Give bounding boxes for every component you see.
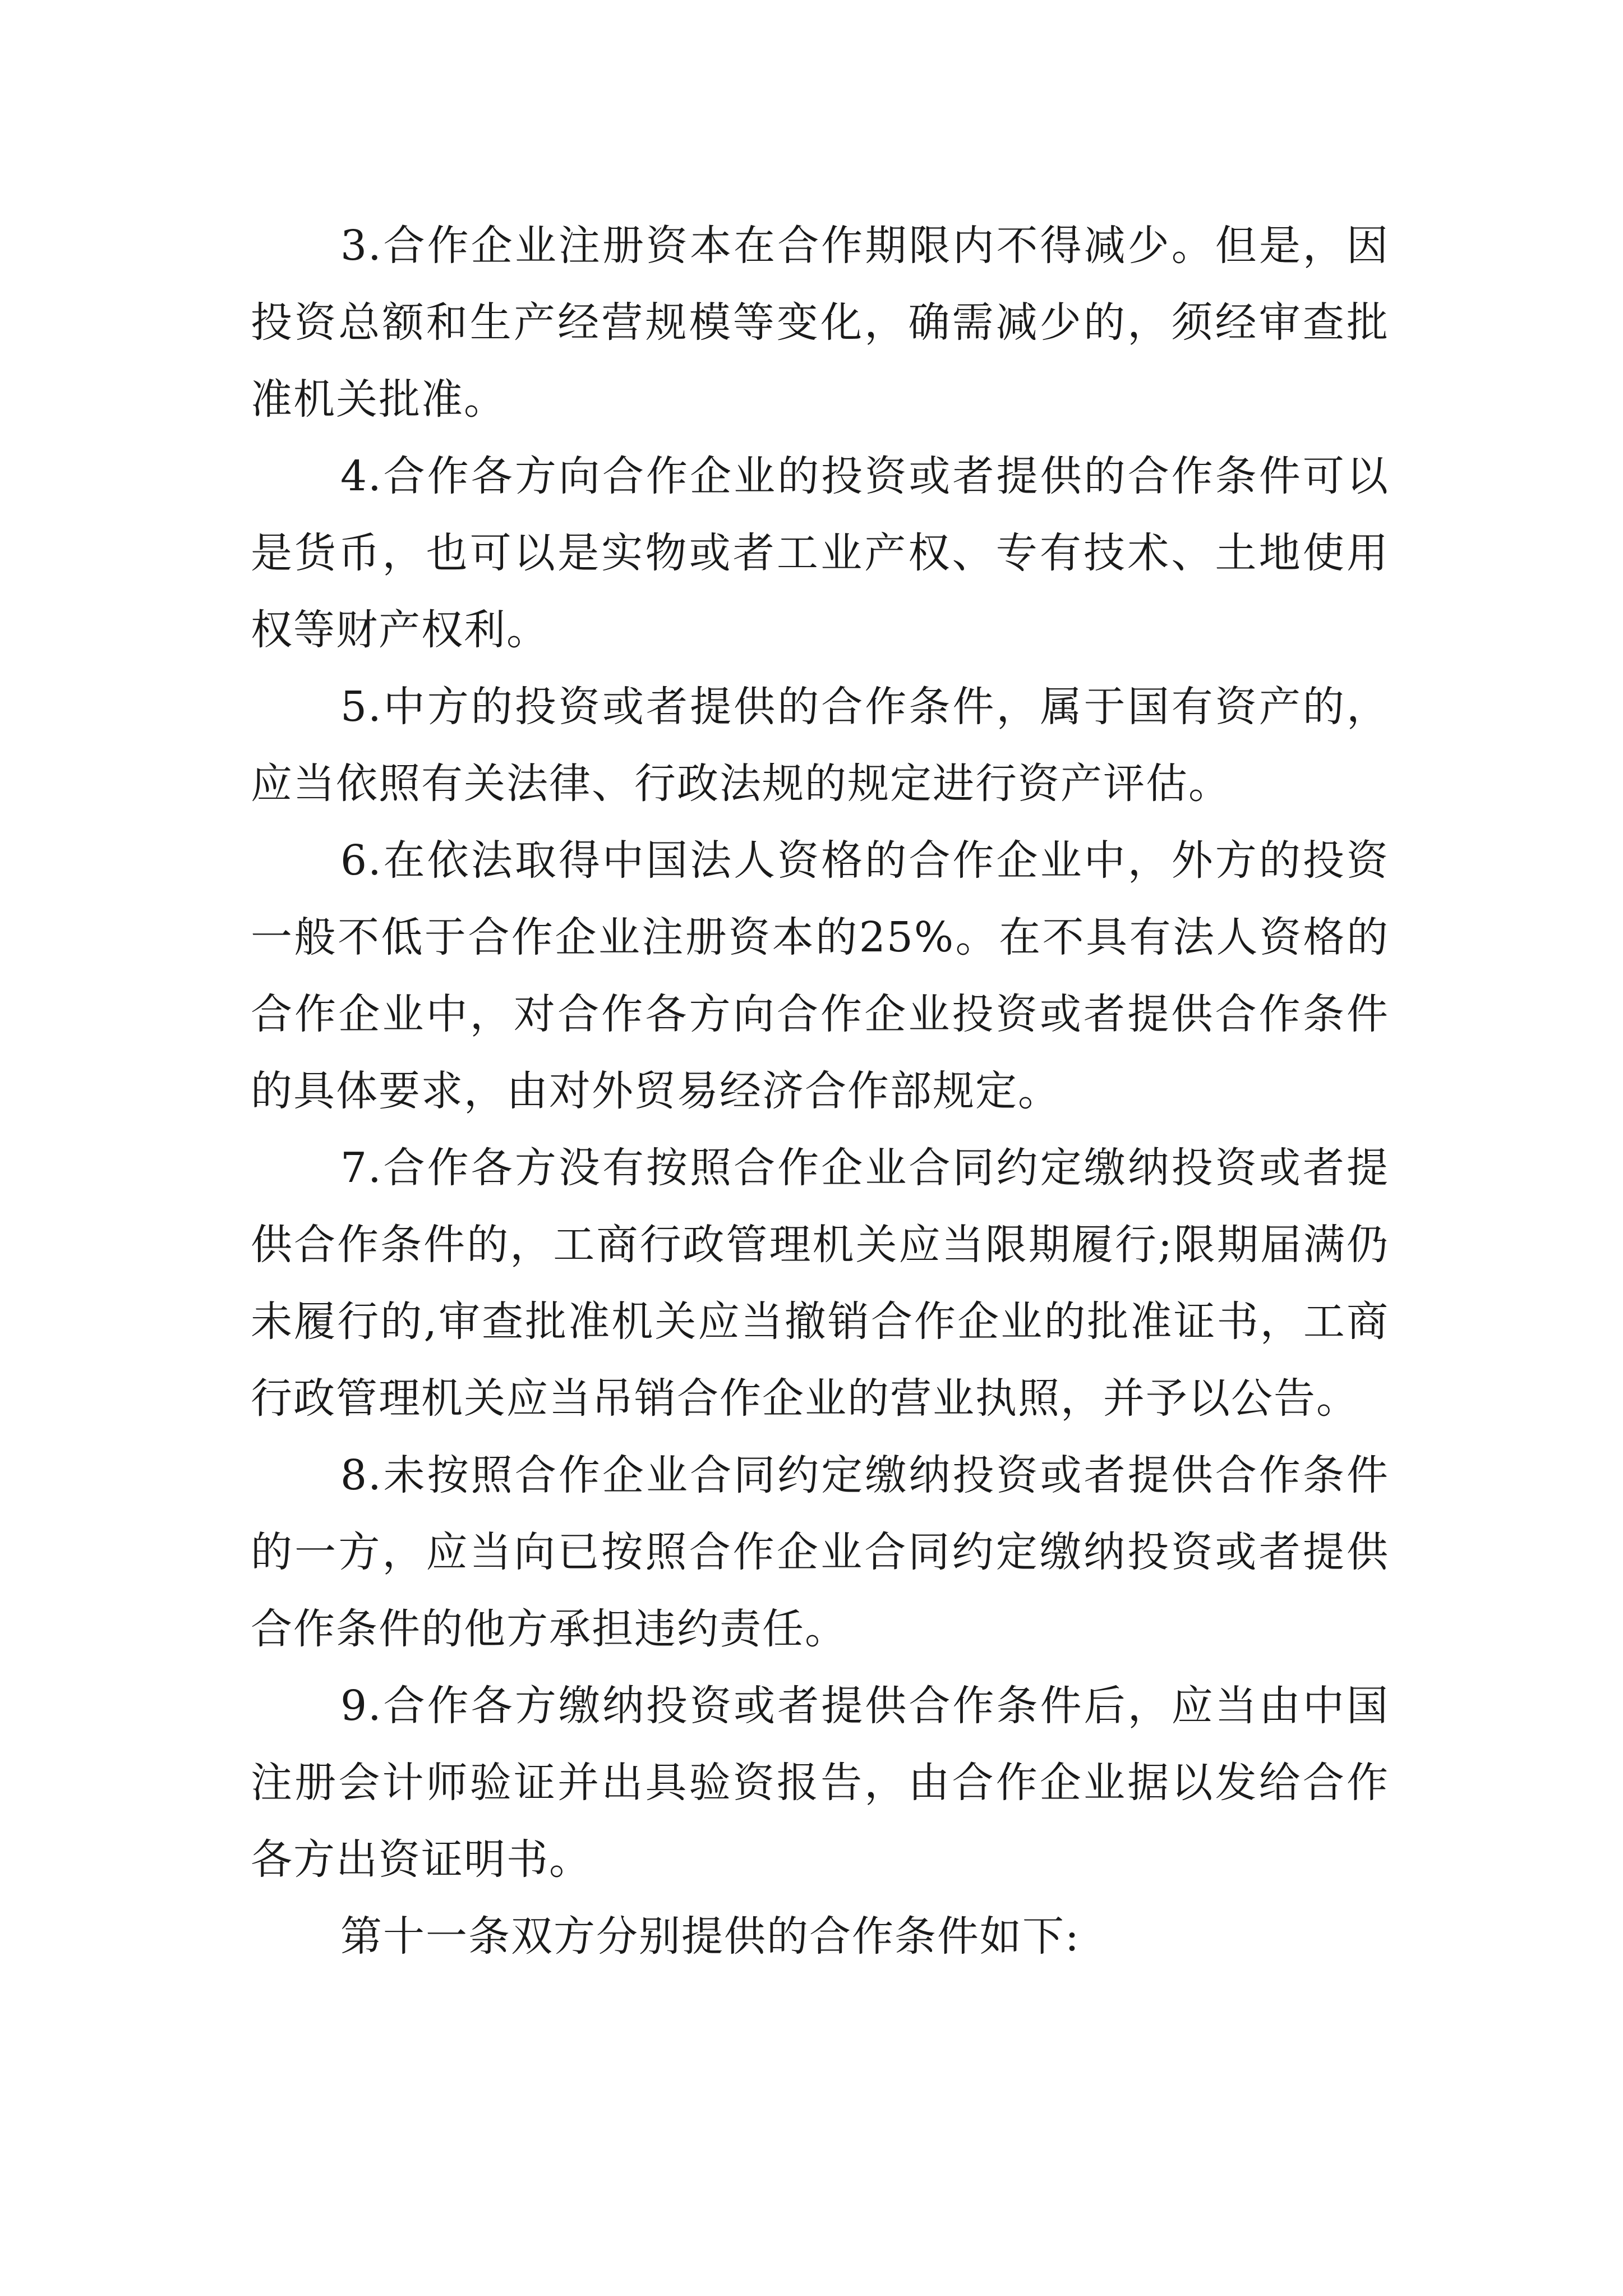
paragraph-7: 7.合作各方没有按照合作企业合同约定缴纳投资或者提供合作条件的，工商行政管理机关应当限期履行;限期届满仍未履行的,审查批准机关应当撤销合作企业的批准证书，工商行政管理机关应当吊销合作企业的营业执照，并予以公告。 [251, 1144, 1389, 1423]
paragraph-6: 6.在依法取得中国法人资格的合作企业中，外方的投资一般不低于合作企业注册资本的25%。在不具有法人资格的合作企业中，对合作各方向合作企业投资或者提供合作条件的具体要求，由对外贸易经济合作部规定。 [251, 836, 1389, 1115]
paragraph-9: 9.合作各方缴纳投资或者提供合作条件后，应当由中国注册会计师验证并出具验资报告，由合作企业据以发给合作各方出资证明书。 [251, 1682, 1389, 1884]
paragraph-3: 3.合作企业注册资本在合作期限内不得减少。但是，因投资总额和生产经营规模等变化，确需减少的，须经审查批准机关批准。 [251, 222, 1389, 424]
document-body [251, 208, 1389, 1975]
paragraph-8: 8.未按照合作企业合同约定缴纳投资或者提供合作条件的一方，应当向已按照合作企业合同约定缴纳投资或者提供合作条件的他方承担违约责任。 [251, 1451, 1389, 1653]
article-11-heading: 第十一条双方分别提供的合作条件如下: [340, 1912, 1080, 1961]
paragraph-5: 5.中方的投资或者提供的合作条件，属于国有资产的，应当依照有关法律、行政法规的规定进行资产评估。 [251, 683, 1389, 808]
paragraph-4: 4.合作各方向合作企业的投资或者提供的合作条件可以是货币，也可以是实物或者工业产权、专有技术、土地使用权等财产权利。 [251, 452, 1389, 654]
